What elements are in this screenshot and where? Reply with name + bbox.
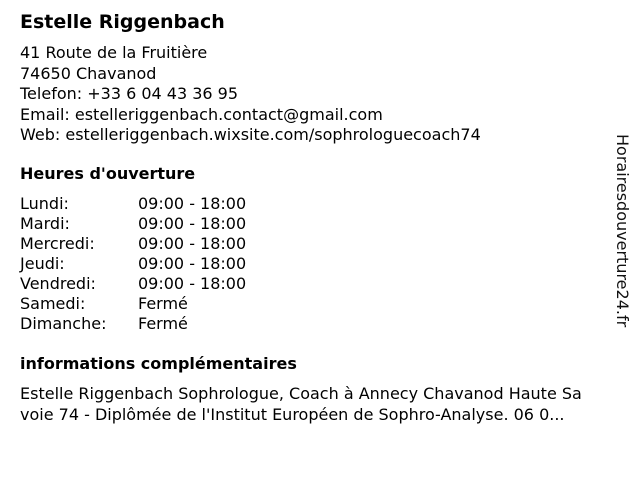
additional-info-text [20,384,630,425]
day-hours: 09:00 - 18:00 [138,274,247,293]
info-line: voie 74 - Diplômée de l'Institut Européen de Sophro-Analyse. 06 0... [20,404,565,424]
day-hours: 09:00 - 18:00 [138,234,247,253]
day-hours: 09:00 - 18:00 [138,194,247,213]
site-watermark: Horairesdouverture24.fr [613,134,632,328]
day-label: Jeudi: [20,254,65,273]
day-label: Dimanche: [20,314,107,333]
contact-block [20,43,481,146]
phone-number: Telefon: +33 6 04 43 36 95 [20,84,239,103]
opening-hours-title: Heures d'ouverture [20,164,196,183]
city-postal: 74650 Chavanod [20,63,157,83]
day-label: Vendredi: [20,274,96,293]
day-label: Lundi: [20,194,69,213]
day-hours: Fermé [138,294,188,313]
day-label: Samedi: [20,294,86,313]
day-hours: 09:00 - 18:00 [138,254,247,273]
day-label: Mardi: [20,214,70,233]
day-hours: 09:00 - 18:00 [138,214,247,233]
street-address: 41 Route de la Fruitière [20,43,208,62]
additional-info-title: informations complémentaires [20,354,297,373]
business-name: Estelle Riggenbach [20,11,225,33]
day-hours: Fermé [138,314,188,333]
website-address: Web: estelleriggenbach.wixsite.com/sophrologuecoach74 [20,125,481,144]
day-label: Mercredi: [20,234,95,253]
info-line: Estelle Riggenbach Sophrologue, Coach à Annecy Chavanod Haute Sa [20,384,582,403]
email-address: Email: estelleriggenbach.contact@gmail.com [20,104,383,124]
